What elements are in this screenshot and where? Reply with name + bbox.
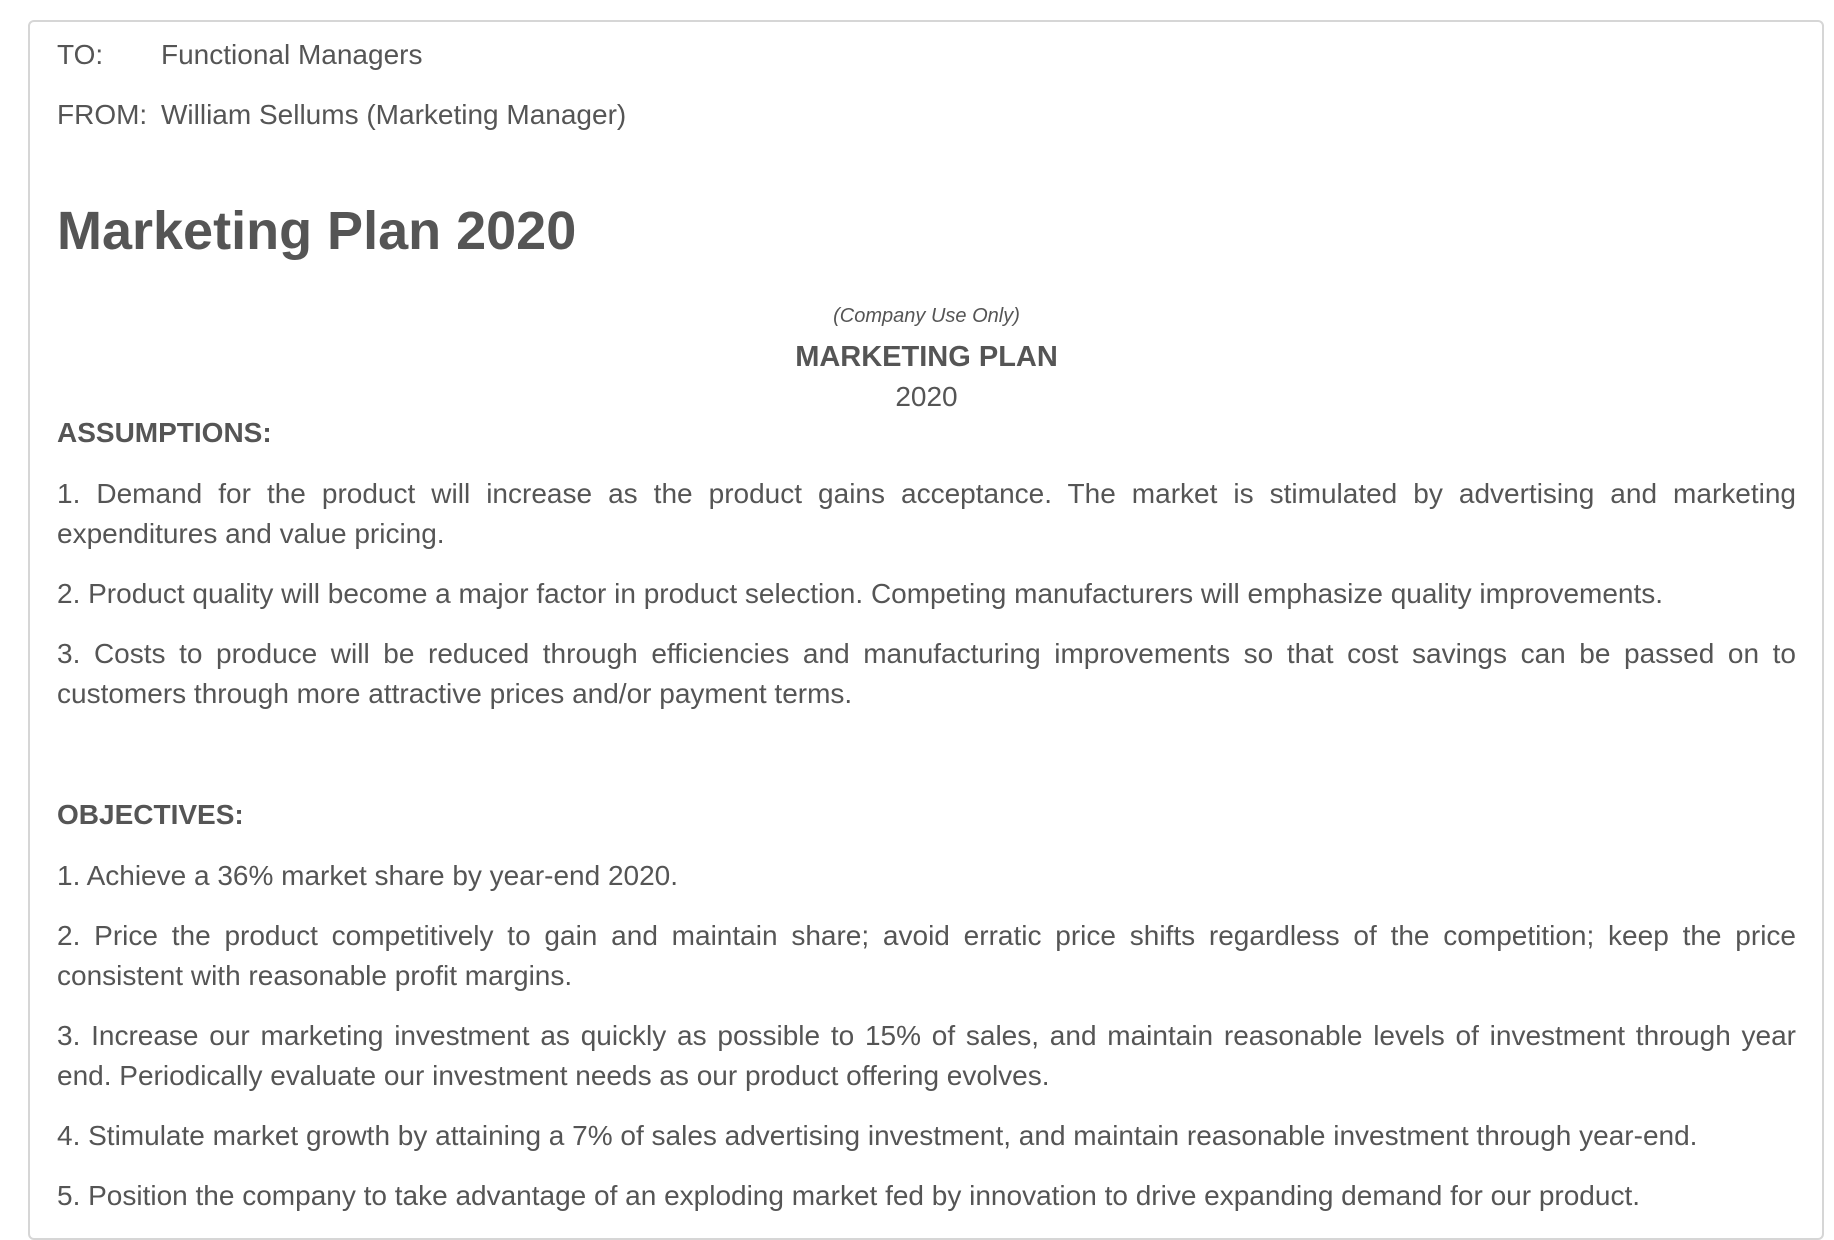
assumption-item: 3. Costs to produce will be reduced through efficiencies and manufacturing improvements so that cost savings can be passed on to customers through more attractive prices and/or payment terms. xyxy=(57,638,1796,709)
memo-to-value: Functional Managers xyxy=(161,39,423,70)
objective-item: 2. Price the product competitively to gain and maintain share; avoid erratic price shifts regardless of the competition; keep the price consistent with reasonable profit margins. xyxy=(57,920,1796,991)
assumptions-heading: ASSUMPTIONS: xyxy=(57,417,272,448)
plan-year: 2020 xyxy=(895,381,958,412)
objective-item: 4. Stimulate market growth by attaining a 7% of sales advertising investment, and maintain reasonable investment through year-end. xyxy=(57,1120,1698,1151)
objectives-heading: OBJECTIVES: xyxy=(57,799,244,830)
objectives-section xyxy=(57,798,1796,1216)
company-use-note: (Company Use Only) xyxy=(833,305,1020,327)
assumption-item: 2. Product quality will become a major factor in product selection. Competing manufacturers will emphasize quality improvements. xyxy=(57,578,1664,609)
objective-item: 5. Position the company to take advantage of an exploding market fed by innovation to drive expanding demand for our product. xyxy=(57,1180,1641,1211)
objective-item: 3. Increase our marketing investment as quickly as possible to 15% of sales, and maintain reasonable levels of investment through year end. Periodically evaluate our investment needs as our product offering evolves. xyxy=(57,1020,1796,1091)
objective-item: 1. Achieve a 36% market share by year-end 2020. xyxy=(57,860,679,891)
plan-header-block xyxy=(57,302,1796,414)
memo-to-label: TO: xyxy=(57,39,104,70)
memo-from-value: William Sellums (Marketing Manager) xyxy=(161,99,627,130)
memo-from-row xyxy=(57,99,626,131)
assumptions-section xyxy=(57,416,1796,714)
plan-heading: MARKETING PLAN xyxy=(795,341,1058,373)
memo-from-label: FROM: xyxy=(57,99,148,130)
document-title: Marketing Plan 2020 xyxy=(57,201,577,261)
document-frame xyxy=(28,20,1824,1240)
memo-to-row xyxy=(57,39,422,71)
assumption-item: 1. Demand for the product will increase as the product gains acceptance. The market is stimulated by advertising and marketing expenditures and value pricing. xyxy=(57,478,1796,549)
